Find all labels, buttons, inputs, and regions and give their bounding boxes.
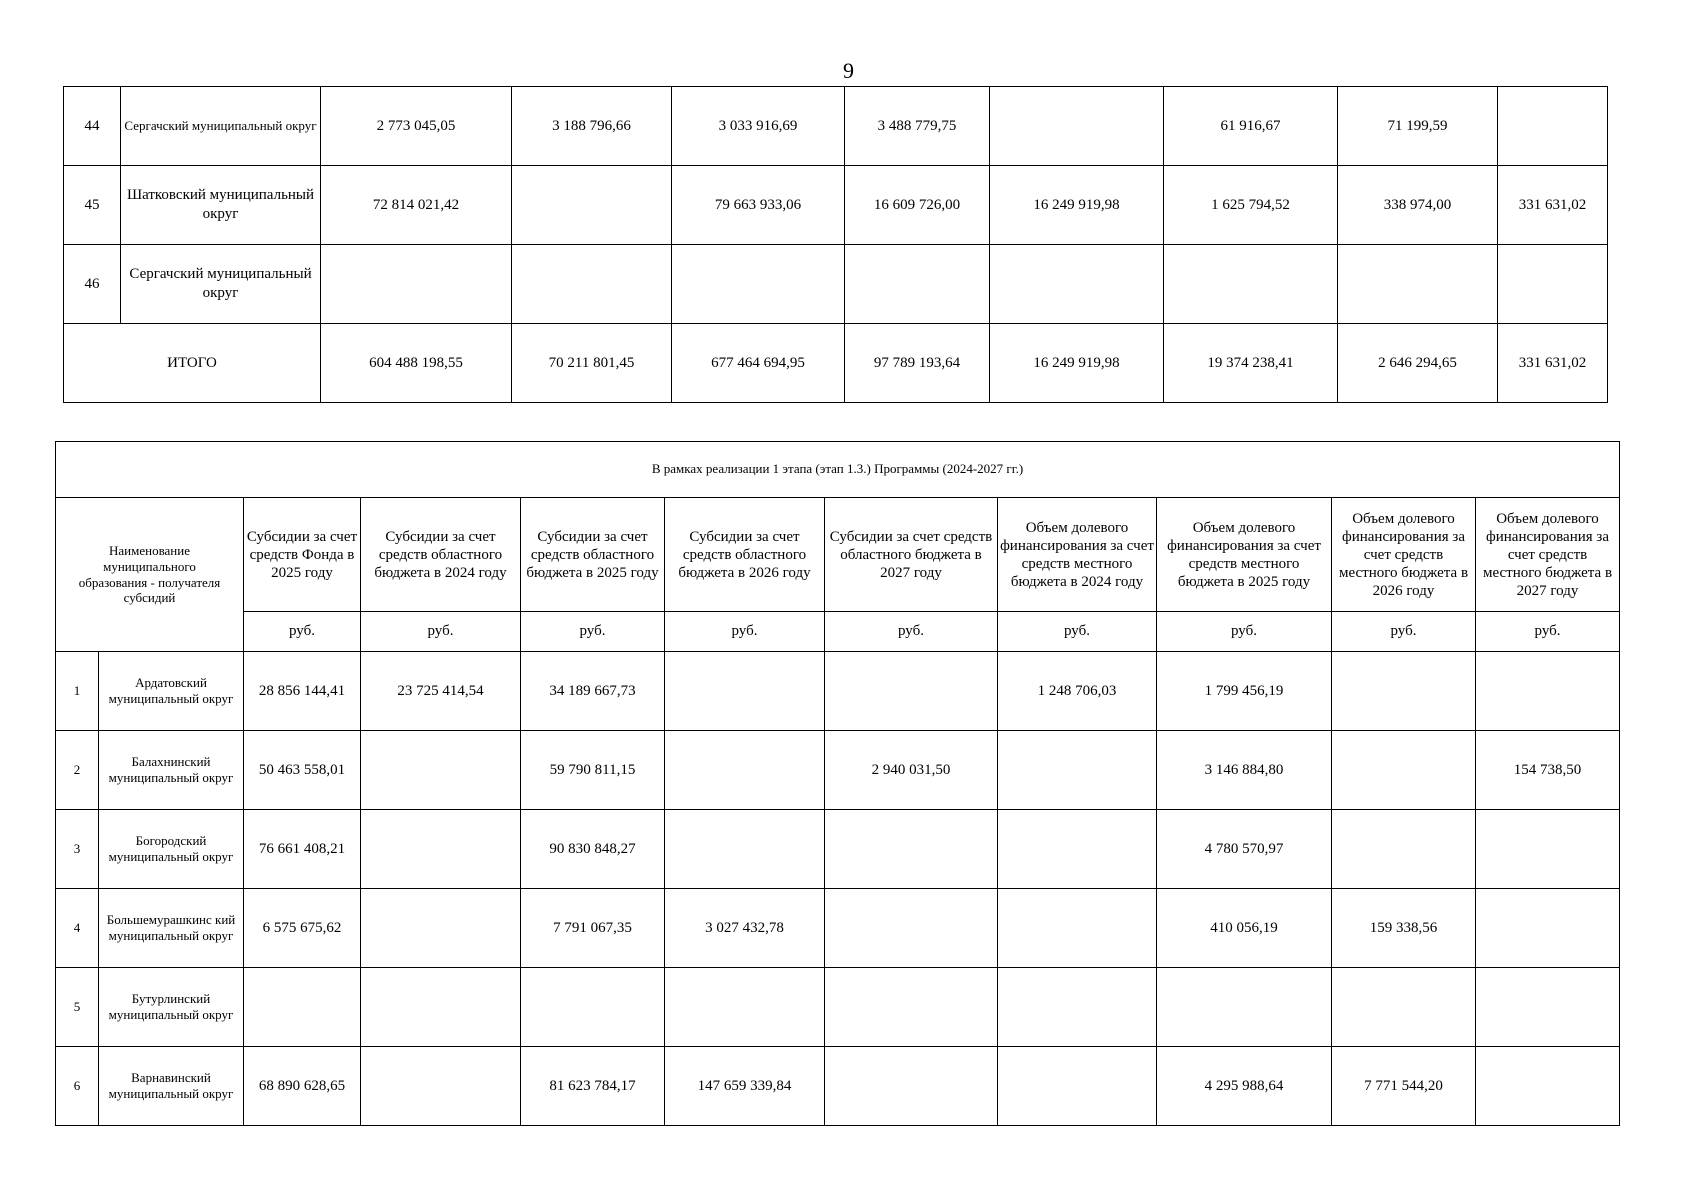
table-row [64, 87, 1608, 166]
table-row [56, 810, 1620, 889]
column-header: Субсидии за счет средств областного бюджета в 2027 году [825, 498, 998, 612]
row-number-cell: 6 [56, 1047, 99, 1126]
value-cell [1332, 968, 1476, 1047]
value-cell: 34 189 667,73 [521, 652, 665, 731]
value-cell [665, 968, 825, 1047]
value-cell: 72 814 021,42 [321, 166, 512, 245]
name-column-header: Наименование муниципального образования - получателя субсидий [56, 498, 244, 652]
table-row [56, 652, 1620, 731]
value-cell [1164, 245, 1338, 324]
value-cell: 3 146 884,80 [1157, 731, 1332, 810]
value-cell: 6 575 675,62 [244, 889, 361, 968]
value-cell: 3 188 796,66 [512, 87, 672, 166]
value-cell [665, 731, 825, 810]
row-number-cell: 2 [56, 731, 99, 810]
total-value-cell: 97 789 193,64 [845, 324, 990, 403]
value-cell [361, 731, 521, 810]
value-cell [845, 245, 990, 324]
municipality-name-cell: Большемурашкинс кий муниципальный округ [99, 889, 244, 968]
value-cell [512, 166, 672, 245]
row-number-cell: 45 [64, 166, 121, 245]
value-cell [1476, 968, 1620, 1047]
value-cell [825, 1047, 998, 1126]
value-cell: 50 463 558,01 [244, 731, 361, 810]
total-value-cell: 604 488 198,55 [321, 324, 512, 403]
value-cell: 76 661 408,21 [244, 810, 361, 889]
municipality-name-cell: Балахнинский муниципальный округ [99, 731, 244, 810]
top-summary-table [63, 86, 1608, 403]
value-cell: 68 890 628,65 [244, 1047, 361, 1126]
value-cell [672, 245, 845, 324]
municipality-name-cell: Бутурлинский муниципальный округ [99, 968, 244, 1047]
municipality-name-cell: Шатковский муниципальный округ [121, 166, 321, 245]
value-cell [512, 245, 672, 324]
value-cell: 2 940 031,50 [825, 731, 998, 810]
value-cell [361, 1047, 521, 1126]
total-value-cell: 331 631,02 [1498, 324, 1608, 403]
unit-cell: руб. [1476, 612, 1620, 652]
table-row [56, 889, 1620, 968]
value-cell [1498, 245, 1608, 324]
value-cell [1332, 731, 1476, 810]
unit-cell: руб. [825, 612, 998, 652]
value-cell: 3 027 432,78 [665, 889, 825, 968]
unit-cell: руб. [244, 612, 361, 652]
value-cell [665, 652, 825, 731]
total-value-cell: 2 646 294,65 [1338, 324, 1498, 403]
table-row [64, 245, 1608, 324]
row-number-cell: 4 [56, 889, 99, 968]
column-header: Субсидии за счет средств Фонда в 2025 году [244, 498, 361, 612]
column-header: Объем долевого финансирования за счет средств местного бюджета в 2024 году [998, 498, 1157, 612]
total-value-cell: 19 374 238,41 [1164, 324, 1338, 403]
value-cell [361, 968, 521, 1047]
value-cell [825, 968, 998, 1047]
value-cell: 154 738,50 [1476, 731, 1620, 810]
value-cell [1476, 810, 1620, 889]
table-row [64, 166, 1608, 245]
value-cell [990, 245, 1164, 324]
value-cell: 3 488 779,75 [845, 87, 990, 166]
value-cell [665, 810, 825, 889]
row-number-cell: 5 [56, 968, 99, 1047]
value-cell [1332, 652, 1476, 731]
table-row [56, 1047, 1620, 1126]
municipality-name-cell: Сергачский муниципальный округ [121, 87, 321, 166]
header-row [56, 498, 1620, 612]
value-cell: 410 056,19 [1157, 889, 1332, 968]
value-cell [361, 810, 521, 889]
unit-cell: руб. [665, 612, 825, 652]
unit-cell: руб. [998, 612, 1157, 652]
value-cell [1476, 1047, 1620, 1126]
units-row [56, 612, 1620, 652]
value-cell [1338, 245, 1498, 324]
value-cell: 338 974,00 [1338, 166, 1498, 245]
value-cell: 28 856 144,41 [244, 652, 361, 731]
page-number: 9 [843, 58, 854, 83]
row-number-cell: 46 [64, 245, 121, 324]
value-cell [998, 968, 1157, 1047]
value-cell [998, 731, 1157, 810]
column-header: Объем долевого финансирования за счет средств местного бюджета в 2027 году [1476, 498, 1620, 612]
value-cell [998, 1047, 1157, 1126]
value-cell: 16 609 726,00 [845, 166, 990, 245]
value-cell [825, 810, 998, 889]
value-cell: 7 771 544,20 [1332, 1047, 1476, 1126]
value-cell: 4 295 988,64 [1157, 1047, 1332, 1126]
total-row [64, 324, 1608, 403]
value-cell [1157, 968, 1332, 1047]
value-cell: 71 199,59 [1338, 87, 1498, 166]
value-cell: 3 033 916,69 [672, 87, 845, 166]
value-cell [998, 889, 1157, 968]
value-cell: 2 773 045,05 [321, 87, 512, 166]
value-cell: 331 631,02 [1498, 166, 1608, 245]
total-value-cell: 70 211 801,45 [512, 324, 672, 403]
value-cell [244, 968, 361, 1047]
municipality-name-cell: Ардатовский муниципальный округ [99, 652, 244, 731]
value-cell: 16 249 919,98 [990, 166, 1164, 245]
row-number-cell: 1 [56, 652, 99, 731]
table-row [56, 731, 1620, 810]
municipality-name-cell: Варнавинский муниципальный округ [99, 1047, 244, 1126]
value-cell: 90 830 848,27 [521, 810, 665, 889]
unit-cell: руб. [1157, 612, 1332, 652]
unit-cell: руб. [361, 612, 521, 652]
value-cell [361, 889, 521, 968]
row-number-cell: 44 [64, 87, 121, 166]
value-cell [990, 87, 1164, 166]
value-cell [1498, 87, 1608, 166]
value-cell: 1 248 706,03 [998, 652, 1157, 731]
value-cell: 23 725 414,54 [361, 652, 521, 731]
value-cell: 159 338,56 [1332, 889, 1476, 968]
value-cell: 81 623 784,17 [521, 1047, 665, 1126]
unit-cell: руб. [1332, 612, 1476, 652]
municipality-name-cell: Сергачский муниципальный округ [121, 245, 321, 324]
value-cell [1476, 652, 1620, 731]
caption-row [56, 442, 1620, 498]
value-cell: 1 625 794,52 [1164, 166, 1338, 245]
value-cell: 147 659 339,84 [665, 1047, 825, 1126]
total-value-cell: 16 249 919,98 [990, 324, 1164, 403]
column-header: Субсидии за счет средств областного бюджета в 2024 году [361, 498, 521, 612]
column-header: Объем долевого финансирования за счет средств местного бюджета в 2026 году [1332, 498, 1476, 612]
value-cell: 61 916,67 [1164, 87, 1338, 166]
value-cell: 4 780 570,97 [1157, 810, 1332, 889]
table-caption: В рамках реализации 1 этапа (этап 1.3.) Программы (2024-2027 гг.) [56, 442, 1620, 498]
row-number-cell: 3 [56, 810, 99, 889]
value-cell: 7 791 067,35 [521, 889, 665, 968]
value-cell [1476, 889, 1620, 968]
value-cell [825, 652, 998, 731]
total-label-cell: ИТОГО [64, 324, 321, 403]
value-cell: 1 799 456,19 [1157, 652, 1332, 731]
column-header: Объем долевого финансирования за счет средств местного бюджета в 2025 году [1157, 498, 1332, 612]
unit-cell: руб. [521, 612, 665, 652]
total-value-cell: 677 464 694,95 [672, 324, 845, 403]
value-cell [521, 968, 665, 1047]
value-cell: 79 663 933,06 [672, 166, 845, 245]
column-header: Субсидии за счет средств областного бюджета в 2025 году [521, 498, 665, 612]
value-cell: 59 790 811,15 [521, 731, 665, 810]
municipality-name-cell: Богородский муниципальный округ [99, 810, 244, 889]
value-cell [1332, 810, 1476, 889]
table-row [56, 968, 1620, 1047]
value-cell [825, 889, 998, 968]
column-header: Субсидии за счет средств областного бюджета в 2026 году [665, 498, 825, 612]
value-cell [321, 245, 512, 324]
value-cell [998, 810, 1157, 889]
subsidy-table [55, 441, 1620, 1126]
